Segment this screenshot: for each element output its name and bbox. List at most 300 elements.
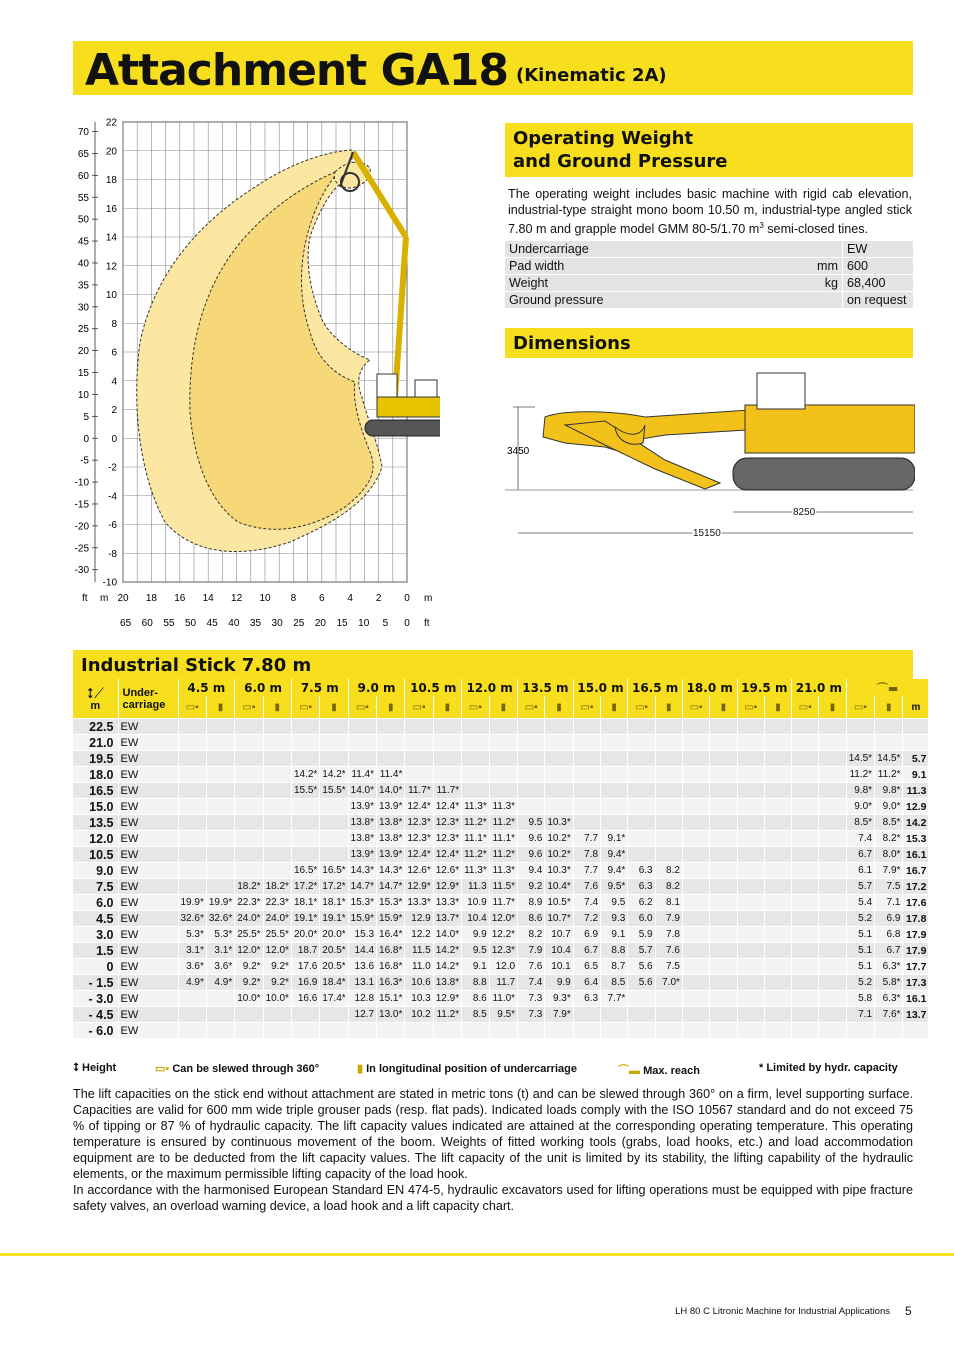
tick-ft-6: 40 (77, 258, 89, 270)
tick-bottom-ft-3: 50 (184, 618, 197, 629)
tick-m-0: 22 (105, 117, 117, 129)
capacity-cell: 5.3* (178, 927, 206, 943)
capacity-cell (819, 735, 846, 751)
page-subtitle: (Kinematic 2A) (516, 65, 667, 86)
tick-bottom-ft-13: 0 (404, 618, 410, 629)
weight-cell-label: Undercarriage (505, 241, 794, 258)
operating-weight-table (505, 241, 913, 309)
capacity-cell (178, 767, 206, 783)
capacity-cell: 9.3 (601, 911, 628, 927)
capacity-cell (320, 831, 348, 847)
capacity-cell (518, 767, 545, 783)
capacity-cell (573, 735, 600, 751)
capacity-cell: 13.3* (405, 895, 433, 911)
capacity-cell: 9.5 (601, 895, 628, 911)
capacity-cell (545, 767, 573, 783)
capacity-cell (263, 815, 291, 831)
capacity-cell (206, 863, 234, 879)
capacity-cell: 10.3 (405, 991, 433, 1007)
tick-bottom-m-9: 2 (375, 593, 382, 604)
capacity-cell (764, 783, 791, 799)
capacity-cell: 17.2* (291, 879, 319, 895)
weight-row (505, 258, 913, 275)
weight-row (505, 292, 913, 309)
max-reach-capacity: 9.8* (846, 783, 874, 799)
capacity-cell (682, 879, 709, 895)
capacity-cell: 10.7* (545, 911, 573, 927)
row-height: - 6.0 (73, 1023, 118, 1039)
capacity-cell: 10.0* (235, 991, 263, 1007)
radius-header: 16.5 m (628, 679, 683, 696)
tick-bottom-m-7: 6 (319, 593, 325, 604)
capacity-cell (710, 991, 737, 1007)
capacity-cell (348, 751, 376, 767)
capacity-cell (737, 751, 764, 767)
page-title: Attachment GA18 (85, 45, 508, 96)
longitudinal-icon: ▮ (206, 696, 234, 719)
capacity-cell: 8.6 (518, 911, 545, 927)
capacity-cell: 10.6 (405, 975, 433, 991)
max-reach-capacity: 5.1 (846, 927, 874, 943)
capacity-cell (235, 863, 263, 879)
tick-ft-12: 10 (77, 389, 89, 401)
lift-note-paragraph-1: The lift capacities on the stick end without attachment are stated in metric tons (t) and can be slewed through 360° on a firm, level supporting surface. Capacities are valid for 600 mm wide triple grouser pads (resp. flat pads). Indicated loads comply with the ISO 10567 standard and do not exceed 75 % of tipping or 87 % of hydraulic capacity. The lift capacity values indicated are attained at the corresponding operating temperature. This operating temperature is ensured by continuous movement of the boom. Weights of fitted working tools (grabs, load hooks, etc.) and load accommodation equipment are to be deducted from the lift capacity values. The lift capacity of the unit is limited by its stability, the lifting capability of the hydraulic elements, or the maximum permissible lifting capacity of the load hook. (73, 1087, 913, 1181)
longitudinal-icon: ▮ (601, 696, 628, 719)
capacity-cell: 13.3* (433, 895, 461, 911)
tick-bottom-m-6: 8 (290, 593, 297, 604)
capacity-cell (573, 751, 600, 767)
capacity-cell (682, 991, 709, 1007)
capacity-cell (545, 751, 573, 767)
capacity-cell: 11.5 (405, 943, 433, 959)
capacity-cell (819, 831, 846, 847)
capacity-cell: 17.4* (320, 991, 348, 1007)
capacity-cell (764, 1023, 791, 1039)
row-height: 3.0 (73, 927, 118, 943)
capacity-cell: 6.7 (573, 943, 600, 959)
capacity-cell (601, 815, 628, 831)
capacity-cell: 12.9* (433, 991, 461, 1007)
capacity-cell (764, 1007, 791, 1023)
capacity-cell: 7.4 (573, 895, 600, 911)
max-reach-value: 17.7 (903, 959, 929, 975)
capacity-cell (291, 751, 319, 767)
slew-360-icon: ▭▪ (291, 696, 319, 719)
capacity-cell: 11.4* (348, 767, 376, 783)
capacity-cell (206, 1023, 234, 1039)
capacity-cell (737, 1007, 764, 1023)
capacity-cell: 18.2* (263, 879, 291, 895)
max-reach-value: 13.7 (903, 1007, 929, 1023)
row-undercarriage: EW (118, 735, 178, 751)
capacity-cell: 9.1 (601, 927, 628, 943)
capacity-cell (573, 815, 600, 831)
capacity-cell: 6.3 (628, 879, 655, 895)
capacity-cell (377, 1023, 405, 1039)
lift-row (73, 767, 929, 783)
capacity-cell (764, 735, 791, 751)
capacity-cell (263, 767, 291, 783)
capacity-cell (628, 815, 655, 831)
capacity-cell (377, 751, 405, 767)
tick-bottom-m-1: 18 (145, 593, 157, 604)
max-reach-header (846, 679, 929, 696)
capacity-cell (320, 1007, 348, 1023)
capacity-cell: 7.9 (518, 943, 545, 959)
capacity-cell (573, 1023, 600, 1039)
row-height: 12.0 (73, 831, 118, 847)
capacity-cell (320, 799, 348, 815)
max-reach-value: 16.7 (903, 863, 929, 879)
capacity-cell: 8.5 (462, 1007, 490, 1023)
capacity-cell: 18.2* (235, 879, 263, 895)
max-reach-value: 16.1 (903, 847, 929, 863)
tick-bottom-m-5: 10 (259, 593, 271, 604)
slew-360-icon: ▭▪ (792, 696, 819, 719)
row-height: 16.5 (73, 783, 118, 799)
operating-weight-description: The operating weight includes basic machine with rigid cab elevation, industrial-type straight mono boom 10.50 m, industrial-type angled stick 7.80 m and grapple model GMM 80-5/1.70 $m^3$ semi-closed tines. (508, 187, 912, 237)
capacity-cell (628, 847, 655, 863)
capacity-cell: 7.8 (655, 927, 682, 943)
max-reach-value: 17.9 (903, 943, 929, 959)
capacity-cell (737, 975, 764, 991)
tick-bottom-ft-8: 25 (293, 618, 305, 629)
capacity-cell: 9.2* (263, 975, 291, 991)
longitudinal-icon: ▮ (655, 696, 682, 719)
capacity-cell (433, 735, 461, 751)
capacity-cell: 15.3* (348, 895, 376, 911)
capacity-cell (819, 847, 846, 863)
tick-m-10: 2 (111, 405, 117, 416)
capacity-cell (545, 735, 573, 751)
capacity-cell: 11.7* (405, 783, 433, 799)
longitudinal-icon: ▮ (263, 696, 291, 719)
capacity-cell: 14.2* (433, 959, 461, 975)
capacity-cell: 14.0* (377, 783, 405, 799)
lift-row (73, 735, 929, 751)
capacity-cell (518, 1023, 545, 1039)
row-height: 10.5 (73, 847, 118, 863)
capacity-cell: 11.0* (489, 991, 517, 1007)
capacity-cell (206, 799, 234, 815)
capacity-cell (710, 831, 737, 847)
capacity-cell (178, 831, 206, 847)
capacity-cell: 10.4 (545, 943, 573, 959)
capacity-cell (291, 735, 319, 751)
tick-ft-16: -10 (74, 477, 89, 489)
tick-bottom-ft-2: 55 (163, 618, 175, 629)
capacity-cell: 12.3* (489, 943, 517, 959)
slew-360-icon: ▭▪ (348, 696, 376, 719)
capacity-cell: 7.3 (518, 991, 545, 1007)
capacity-cell: 4.9* (206, 975, 234, 991)
capacity-cell: 14.3* (348, 863, 376, 879)
capacity-cell: 12.4* (405, 847, 433, 863)
max-reach-capacity: 9.0* (846, 799, 874, 815)
row-height: 7.5 (73, 879, 118, 895)
capacity-cell (178, 735, 206, 751)
capacity-cell: 9.2* (235, 959, 263, 975)
capacity-cell: 9.9 (545, 975, 573, 991)
capacity-cell (764, 815, 791, 831)
capacity-cell (601, 719, 628, 735)
axis-unit-m-right: m (424, 593, 433, 604)
max-reach-capacity: 6.9 (875, 911, 903, 927)
footer-rule (0, 1253, 954, 1256)
capacity-cell (792, 863, 819, 879)
max-reach-capacity: 11.2* (875, 767, 903, 783)
capacity-cell: 11.7* (433, 783, 461, 799)
max-reach-capacity: 5.7 (846, 879, 874, 895)
capacity-cell: 11.2* (462, 815, 490, 831)
capacity-cell: 13.9* (377, 847, 405, 863)
tick-m-14: -6 (108, 520, 117, 531)
capacity-cell: 15.5* (320, 783, 348, 799)
capacity-cell (682, 863, 709, 879)
heading-line-1: Operating Weight (513, 128, 694, 149)
capacity-cell: 16.9 (291, 975, 319, 991)
capacity-cell: 10.3* (545, 863, 573, 879)
max-reach-capacity: 8.5* (875, 815, 903, 831)
capacity-cell (710, 751, 737, 767)
capacity-cell: 9.4* (601, 847, 628, 863)
capacity-cell (462, 719, 490, 735)
capacity-cell (178, 991, 206, 1007)
capacity-cell (655, 751, 682, 767)
capacity-cell (263, 847, 291, 863)
capacity-cell: 24.0* (263, 911, 291, 927)
tick-ft-19: -25 (74, 543, 89, 555)
capacity-cell: 12.4* (433, 799, 461, 815)
capacity-cell (792, 943, 819, 959)
max-reach-value (903, 1023, 929, 1039)
capacity-cell (628, 719, 655, 735)
row-undercarriage: EW (118, 815, 178, 831)
max-reach-capacity: 7.5 (875, 879, 903, 895)
capacity-cell (710, 735, 737, 751)
capacity-cell: 6.0 (628, 911, 655, 927)
capacity-cell: 7.0* (655, 975, 682, 991)
row-undercarriage: EW (118, 895, 178, 911)
dimensions-drawing (505, 365, 915, 545)
tick-ft-5: 45 (77, 236, 89, 248)
capacity-cell: 10.4* (545, 879, 573, 895)
capacity-cell: 13.8* (377, 831, 405, 847)
capacity-cell: 10.5* (545, 895, 573, 911)
max-reach-capacity: 7.6* (875, 1007, 903, 1023)
radius-header: 9.0 m (348, 679, 405, 696)
capacity-cell: 8.8 (601, 943, 628, 959)
capacity-cell (819, 783, 846, 799)
capacity-cell (819, 1007, 846, 1023)
max-reach-value: 12.9 (903, 799, 929, 815)
max-reach-capacity: 6.7 (846, 847, 874, 863)
capacity-cell: 12.3* (433, 815, 461, 831)
capacity-cell: 16.5* (291, 863, 319, 879)
max-reach-value: 9.1 (903, 767, 929, 783)
capacity-cell: 16.6 (291, 991, 319, 1007)
max-reach-capacity (875, 1023, 903, 1039)
tick-bottom-m-10: 0 (404, 593, 410, 604)
capacity-cell (710, 815, 737, 831)
capacity-cell (737, 991, 764, 1007)
capacity-cell (545, 783, 573, 799)
row-height: 9.0 (73, 863, 118, 879)
capacity-cell: 8.7 (601, 959, 628, 975)
max-reach-capacity: 11.2* (846, 767, 874, 783)
capacity-cell (489, 719, 517, 735)
capacity-cell (489, 735, 517, 751)
capacity-cell (462, 1023, 490, 1039)
capacity-cell: 18.1* (291, 895, 319, 911)
capacity-cell: 9.5 (518, 815, 545, 831)
max-reach-capacity: 7.9* (875, 863, 903, 879)
tick-bottom-m-8: 4 (347, 593, 353, 604)
capacity-cell (655, 991, 682, 1007)
capacity-cell (206, 991, 234, 1007)
legend-long: ▮ In longitudinal position of undercarriage (357, 1063, 577, 1075)
capacity-cell (792, 767, 819, 783)
capacity-cell (819, 799, 846, 815)
radius-header: 7.5 m (291, 679, 348, 696)
capacity-cell: 10.2* (545, 847, 573, 863)
capacity-cell (320, 735, 348, 751)
tick-bottom-ft-11: 10 (358, 618, 370, 629)
capacity-cell: 6.4 (573, 975, 600, 991)
axis-left-ft (75, 122, 98, 582)
lift-row (73, 831, 929, 847)
lift-row (73, 847, 929, 863)
lift-row (73, 927, 929, 943)
capacity-cell (655, 799, 682, 815)
capacity-cell (819, 975, 846, 991)
max-reach-value: 17.3 (903, 975, 929, 991)
lift-note-paragraph-2: In accordance with the harmonised European Standard EN 474-5, hydraulic excavators used for lifting operations must be equipped with pipe fracture safety valves, an overload warning device, a load hook and a lift capacity chart. (73, 1183, 913, 1213)
legend-max: ⌒▬ Max. reach (618, 1065, 700, 1077)
capacity-cell: 12.9 (405, 911, 433, 927)
capacity-cell: 12.8 (348, 991, 376, 1007)
capacity-cell (764, 991, 791, 1007)
dim-height: 3450 (507, 446, 530, 457)
tick-bottom-ft-9: 20 (314, 618, 326, 629)
capacity-cell (819, 895, 846, 911)
capacity-cell (628, 831, 655, 847)
capacity-cell (764, 943, 791, 959)
capacity-cell (320, 1023, 348, 1039)
capacity-cell (178, 815, 206, 831)
capacity-cell (682, 943, 709, 959)
capacity-cell: 10.2 (405, 1007, 433, 1023)
capacity-cell (235, 847, 263, 863)
lift-row (73, 719, 929, 735)
capacity-cell: 12.7 (348, 1007, 376, 1023)
capacity-cell (573, 783, 600, 799)
capacity-cell: 7.7* (601, 991, 628, 1007)
capacity-cell (764, 895, 791, 911)
capacity-cell: 9.1* (601, 831, 628, 847)
row-undercarriage: EW (118, 799, 178, 815)
capacity-cell: 22.3* (263, 895, 291, 911)
capacity-cell: 7.6 (518, 959, 545, 975)
max-reach-capacity: 14.5* (846, 751, 874, 767)
capacity-cell: 11.3* (489, 863, 517, 879)
capacity-cell (601, 1023, 628, 1039)
capacity-cell (737, 927, 764, 943)
footer-text: LH 80 C Litronic Machine for Industrial Applications (675, 1306, 890, 1317)
weight-cell-unit: kg (794, 275, 843, 292)
capacity-cell (737, 719, 764, 735)
longitudinal-icon: ▮ (545, 696, 573, 719)
capacity-cell (178, 719, 206, 735)
capacity-cell (348, 1023, 376, 1039)
capacity-cell: 7.4 (518, 975, 545, 991)
lift-row (73, 1007, 929, 1023)
capacity-cell: 25.5* (235, 927, 263, 943)
weight-cell-label: Pad width (505, 258, 794, 275)
max-reach-value: 5.7 (903, 751, 929, 767)
capacity-cell: 15.9* (348, 911, 376, 927)
tick-m-2: 18 (105, 175, 117, 186)
capacity-cell (235, 719, 263, 735)
capacity-cell: 12.4* (405, 799, 433, 815)
capacity-cell (655, 767, 682, 783)
capacity-cell: 5.6 (628, 975, 655, 991)
axis-left-m (103, 118, 118, 589)
capacity-cell (433, 751, 461, 767)
capacity-cell: 3.6* (178, 959, 206, 975)
capacity-cell (263, 719, 291, 735)
capacity-cell (710, 863, 737, 879)
capacity-cell: 7.5 (655, 959, 682, 975)
capacity-cell (655, 735, 682, 751)
row-undercarriage: EW (118, 943, 178, 959)
capacity-cell: 10.3* (545, 815, 573, 831)
capacity-cell (263, 783, 291, 799)
capacity-cell (792, 719, 819, 735)
axis-unit-ft: ft (82, 593, 88, 604)
capacity-cell: 3.1* (178, 943, 206, 959)
radius-header: 15.0 m (573, 679, 628, 696)
capacity-cell: 10.7 (545, 927, 573, 943)
max-reach-capacity: 6.7 (875, 943, 903, 959)
slew-360-icon: ▭▪ (462, 696, 490, 719)
lift-row (73, 1023, 929, 1039)
weight-cell-value: 68,400 (843, 275, 914, 292)
tick-ft-17: -15 (74, 499, 89, 511)
tick-m-3: 16 (105, 203, 117, 215)
tick-m-5: 12 (105, 261, 117, 273)
tick-bottom-m-3: 14 (202, 593, 214, 604)
row-height: - 3.0 (73, 991, 118, 1007)
capacity-cell: 11.2* (489, 847, 517, 863)
capacity-cell: 12.9* (433, 879, 461, 895)
capacity-cell: 9.4 (518, 863, 545, 879)
lift-row (73, 991, 929, 1007)
capacity-cell: 13.9* (348, 847, 376, 863)
capacity-cell: 16.8* (377, 959, 405, 975)
lift-row (73, 879, 929, 895)
capacity-cell (682, 783, 709, 799)
tick-ft-3: 55 (77, 192, 89, 204)
max-reach-capacity (875, 735, 903, 751)
row-height: 0 (73, 959, 118, 975)
capacity-cell: 16.8* (377, 943, 405, 959)
legend (73, 1059, 913, 1079)
operating-weight-heading (505, 123, 913, 177)
lift-row (73, 783, 929, 799)
capacity-cell (655, 719, 682, 735)
max-reach-capacity: 14.5* (875, 751, 903, 767)
